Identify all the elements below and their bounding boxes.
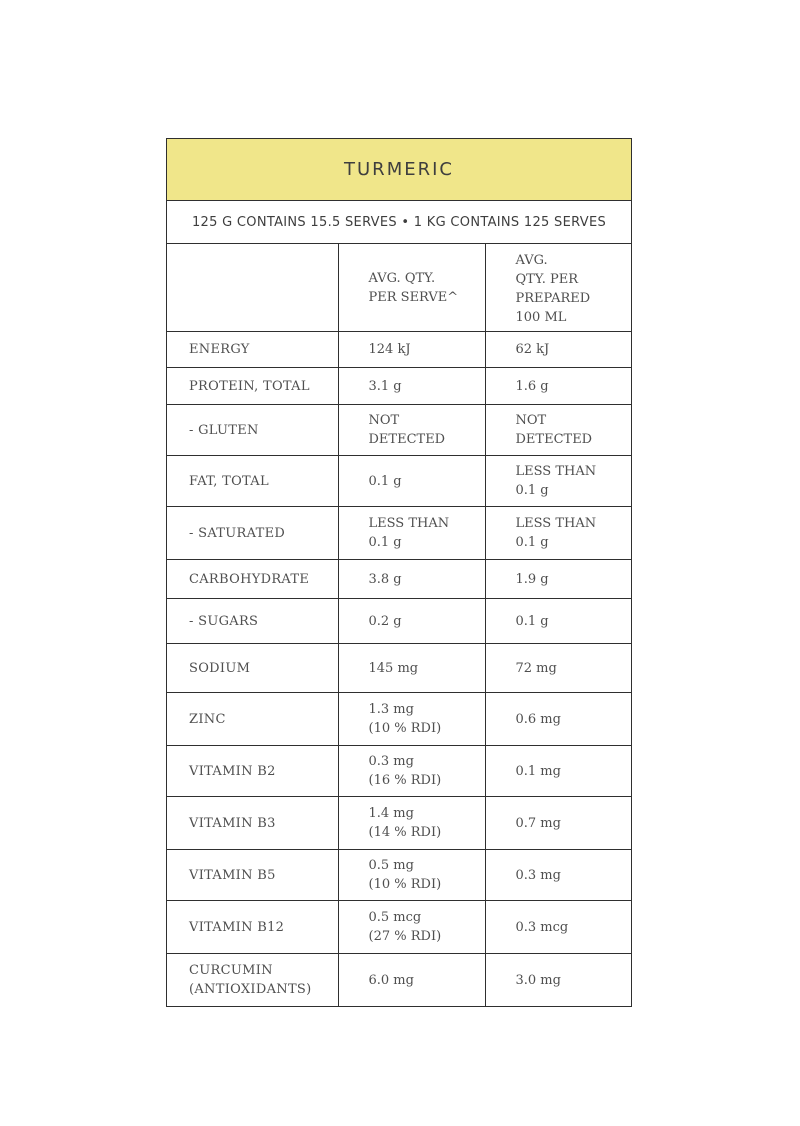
header-line: PREPARED <box>515 290 591 306</box>
nutrient-label-line: VITAMIN B3 <box>189 815 276 831</box>
panel-title: TURMERIC <box>167 139 631 201</box>
nutrient-label <box>167 599 338 644</box>
serves-info: 125 G CONTAINS 15.5 SERVES • 1 KG CONTAINS 125 SERVES <box>167 201 631 244</box>
nutrient-label-line: FAT, TOTAL <box>189 473 269 489</box>
header-per-100ml <box>485 244 631 332</box>
nutrition-panel <box>166 138 632 1007</box>
per-100ml-value-line: 0.3 mg <box>515 867 561 883</box>
per-100ml-value <box>485 332 631 368</box>
per-serve-value-line: 3.1 g <box>368 378 402 394</box>
nutrient-label-line: ENERGY <box>189 342 250 357</box>
table-row <box>167 746 631 797</box>
nutrient-label-line: - SATURATED <box>189 525 286 541</box>
nutrient-label-line: CARBOHYDRATE <box>189 571 310 587</box>
per-100ml-value-line: 0.6 mg <box>515 711 561 727</box>
nutrient-label <box>167 901 338 954</box>
per-100ml-value-line: 3.0 mg <box>515 972 561 988</box>
per-100ml-value-line: LESS THAN <box>515 464 597 479</box>
table-header-row <box>167 244 631 332</box>
per-100ml-value <box>485 954 631 1007</box>
table-row <box>167 456 631 507</box>
per-100ml-value-line: 1.6 g <box>515 378 549 394</box>
per-serve-value-line: (27 % RDI) <box>368 929 442 944</box>
table-row <box>167 599 631 644</box>
nutrient-label-line: ZINC <box>189 711 226 727</box>
per-serve-value-line: 0.1 g <box>368 473 402 489</box>
per-100ml-value-line: 0.1 mg <box>515 763 561 779</box>
nutrition-table <box>167 244 631 1006</box>
nutrient-label <box>167 797 338 850</box>
nutrient-label-line: VITAMIN B2 <box>189 763 276 779</box>
per-100ml-value-line: 0.3 mcg <box>515 919 569 935</box>
per-serve-value <box>338 954 485 1007</box>
per-100ml-value-line: LESS THAN <box>515 516 597 531</box>
per-100ml-value-line: 0.1 g <box>515 483 549 498</box>
header-blank-cell <box>167 244 338 332</box>
per-100ml-value <box>485 644 631 693</box>
table-row <box>167 901 631 954</box>
per-serve-value <box>338 456 485 507</box>
per-100ml-value <box>485 693 631 746</box>
per-serve-value-line: (16 % RDI) <box>368 773 442 788</box>
table-row <box>167 693 631 746</box>
per-100ml-value <box>485 797 631 850</box>
per-100ml-value <box>485 560 631 599</box>
per-100ml-value <box>485 507 631 560</box>
per-serve-value-line: 0.3 mg <box>368 754 414 769</box>
per-serve-value <box>338 797 485 850</box>
nutrient-label-line: CURCUMIN <box>189 963 273 978</box>
per-100ml-value-line: 0.1 g <box>515 613 549 629</box>
nutrient-label <box>167 456 338 507</box>
header-per-serve <box>338 244 485 332</box>
per-serve-value <box>338 599 485 644</box>
nutrient-label-line: - GLUTEN <box>189 422 259 438</box>
nutrient-label <box>167 693 338 746</box>
nutrient-label <box>167 850 338 901</box>
per-serve-value-line: 0.2 g <box>368 613 402 629</box>
nutrient-label <box>167 644 338 693</box>
per-serve-value-line: LESS THAN <box>368 516 450 531</box>
per-serve-value <box>338 746 485 797</box>
table-row <box>167 332 631 368</box>
per-serve-value-line: (10 % RDI) <box>368 721 442 736</box>
per-serve-value-line: 0.5 mcg <box>368 910 422 925</box>
header-line: PER SERVE^ <box>368 289 459 305</box>
header-line: 100 ML <box>515 309 567 325</box>
per-100ml-value-line: 1.9 g <box>515 571 549 587</box>
per-serve-value <box>338 693 485 746</box>
per-serve-value-line: 145 mg <box>368 660 419 676</box>
table-row <box>167 560 631 599</box>
per-100ml-value <box>485 599 631 644</box>
per-serve-value-line: 124 kJ <box>368 342 411 357</box>
per-serve-value <box>338 332 485 368</box>
nutrient-label-line: PROTEIN, TOTAL <box>189 378 310 394</box>
header-line: AVG. <box>515 252 548 268</box>
per-serve-value-line: 1.4 mg <box>368 806 414 821</box>
nutrient-label-line: (ANTIOXIDANTS) <box>189 982 312 997</box>
nutrient-label <box>167 332 338 368</box>
per-100ml-value-line: DETECTED <box>515 432 593 447</box>
per-100ml-value <box>485 368 631 405</box>
nutrient-label <box>167 368 338 405</box>
table-row <box>167 405 631 456</box>
per-serve-value-line: (10 % RDI) <box>368 877 442 892</box>
per-100ml-value <box>485 901 631 954</box>
nutrient-label-line: SODIUM <box>189 660 251 676</box>
per-100ml-value-line: 72 mg <box>515 660 557 676</box>
nutrient-label <box>167 560 338 599</box>
per-100ml-value-line: NOT <box>515 413 547 428</box>
per-100ml-value-line: 0.1 g <box>515 535 549 550</box>
per-100ml-value <box>485 405 631 456</box>
per-serve-value-line: 3.8 g <box>368 571 402 587</box>
nutrient-label-line: VITAMIN B5 <box>189 867 276 883</box>
per-100ml-value <box>485 456 631 507</box>
per-100ml-value-line: 0.7 mg <box>515 815 561 831</box>
per-serve-value <box>338 405 485 456</box>
per-serve-value <box>338 368 485 405</box>
table-row <box>167 644 631 693</box>
nutrient-label <box>167 954 338 1007</box>
per-serve-value <box>338 901 485 954</box>
per-serve-value-line: NOT <box>368 413 400 428</box>
per-100ml-value <box>485 850 631 901</box>
table-row <box>167 954 631 1007</box>
nutrient-label <box>167 507 338 560</box>
per-serve-value-line: 0.5 mg <box>368 858 414 873</box>
nutrient-label <box>167 746 338 797</box>
per-serve-value <box>338 560 485 599</box>
per-serve-value <box>338 507 485 560</box>
per-serve-value-line: 6.0 mg <box>368 972 414 988</box>
table-row <box>167 850 631 901</box>
per-100ml-value-line: 62 kJ <box>515 342 550 357</box>
per-serve-value <box>338 644 485 693</box>
nutrient-label-line: VITAMIN B12 <box>189 919 285 935</box>
per-serve-value <box>338 850 485 901</box>
per-serve-value-line: 1.3 mg <box>368 702 414 717</box>
nutrient-label-line: - SUGARS <box>189 613 259 629</box>
table-row <box>167 368 631 405</box>
header-line: AVG. QTY. <box>368 270 436 286</box>
per-serve-value-line: 0.1 g <box>368 535 402 550</box>
header-line: QTY. PER <box>515 271 579 287</box>
per-serve-value-line: DETECTED <box>368 432 446 447</box>
per-100ml-value <box>485 746 631 797</box>
table-row <box>167 507 631 560</box>
per-serve-value-line: (14 % RDI) <box>368 825 442 840</box>
nutrient-label <box>167 405 338 456</box>
table-row <box>167 797 631 850</box>
